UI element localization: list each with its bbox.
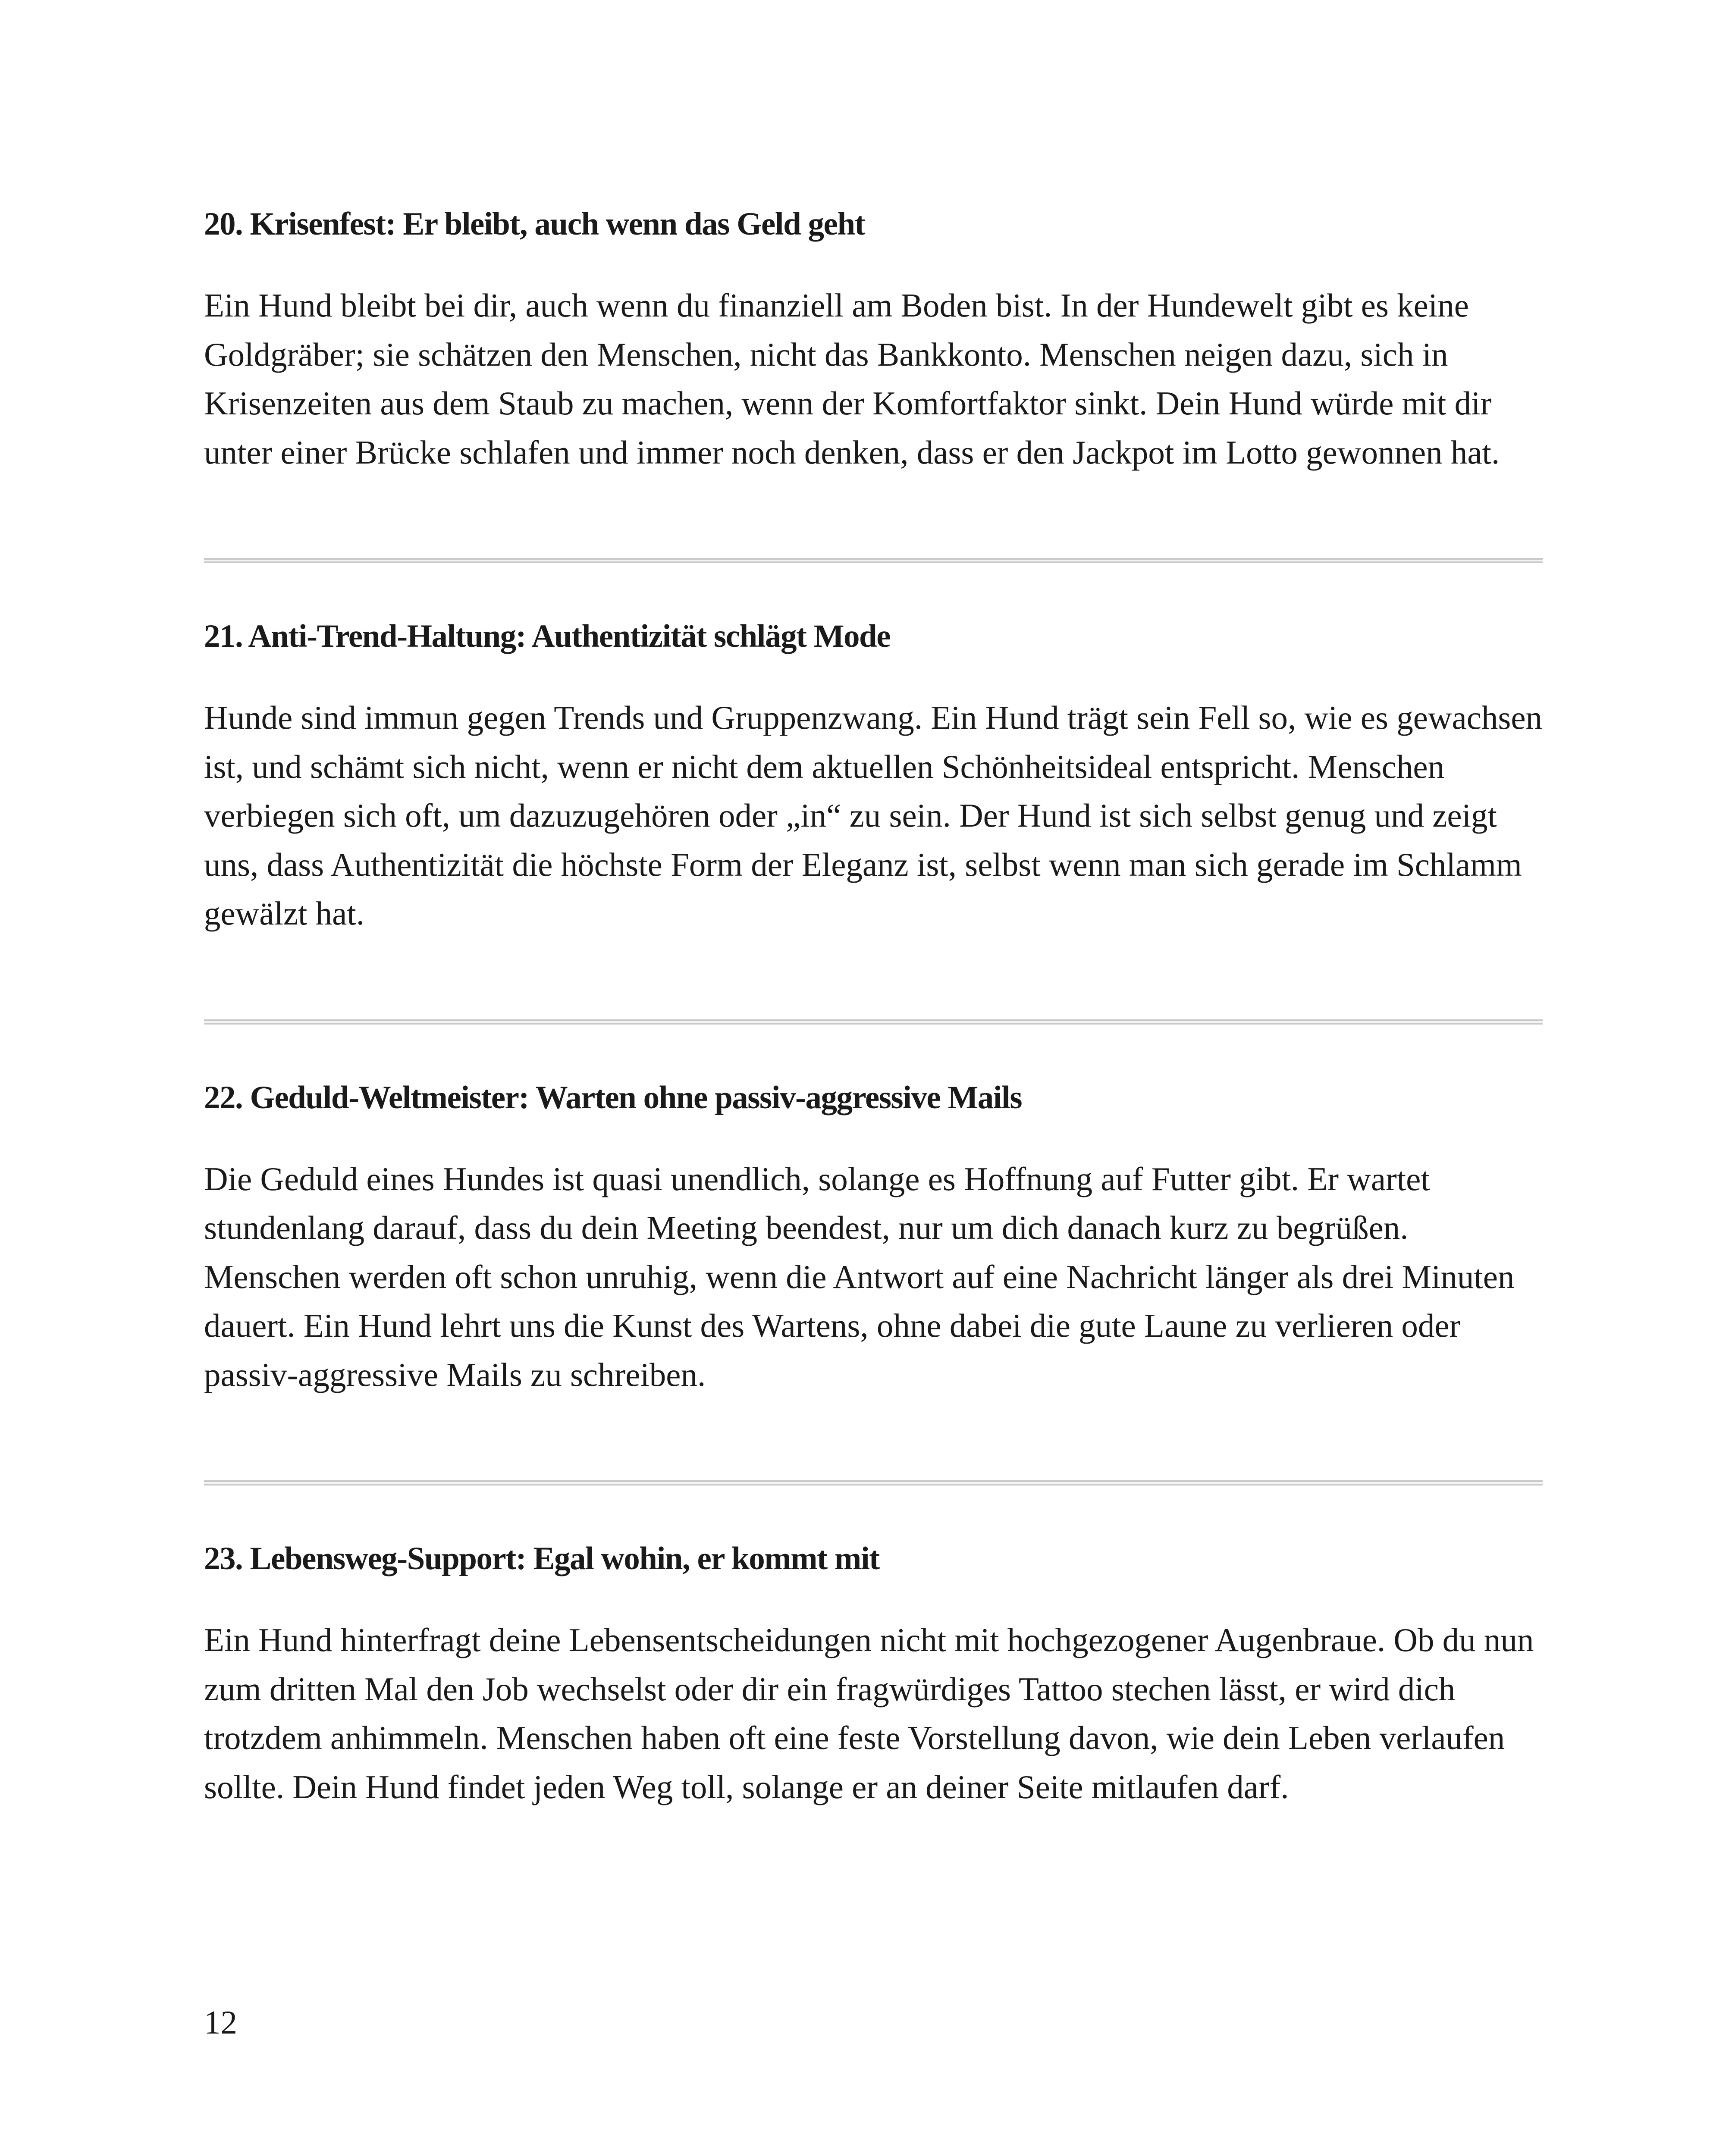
- section-heading: 21. Anti-Trend-Haltung: Authentizität schlägt Mode: [204, 618, 891, 654]
- section-23: [204, 1537, 1543, 1811]
- section-heading: 22. Geduld-Weltmeister: Warten ohne passiv-aggressive Mails: [204, 1079, 1022, 1116]
- section-divider: [204, 1480, 1543, 1485]
- page-content: [204, 203, 1543, 1811]
- section-20: [204, 203, 1543, 477]
- section-22: [204, 1076, 1543, 1400]
- section-body: Die Geduld eines Hundes ist quasi unendlich, solange es Hoffnung auf Futter gibt. Er wartet stundenlang darauf, dass du dein Meeting beendest, nur um dich danach kurz zu begrüßen. Menschen werden oft schon unruhig, wenn die Antwort auf eine Nachricht länger als drei Minuten dauert. Ein Hund lehrt uns die Kunst des Wartens, ohne dabei die gute Laune zu verlieren oder passiv-aggressive Mails zu schreiben.: [204, 1160, 1515, 1393]
- section-body: Ein Hund bleibt bei dir, auch wenn du finanziell am Boden bist. In der Hundewelt gibt es keine Goldgräber; sie schätzen den Menschen, nicht das Bankkonto. Menschen neigen dazu, sich in Krisenzeiten aus dem Staub zu machen, wenn der Komfortfaktor sinkt. Dein Hund würde mit dir unter einer Brücke schlafen und immer noch denken, dass er den Jackpot im Lotto gewonnen hat.: [204, 287, 1500, 471]
- section-heading: 23. Lebensweg-Support: Egal wohin, er kommt mit: [204, 1541, 879, 1576]
- page-number: 12: [204, 2004, 237, 2041]
- section-heading: 20. Krisenfest: Er bleibt, auch wenn das Geld geht: [204, 206, 865, 242]
- section-body: Hunde sind immun gegen Trends und Gruppenzwang. Ein Hund trägt sein Fell so, wie es gewachsen ist, und schämt sich nicht, wenn er nicht dem aktuellen Schönheitsideal entspricht. Menschen verbiegen sich oft, um dazuzugehören oder „in“ zu sein. Der Hund ist sich selbst genug und zeigt uns, dass Authentizität die höchste Form der Eleganz ist, selbst wenn man sich gerade im Schlamm gewälzt hat.: [204, 699, 1543, 932]
- section-divider: [204, 558, 1543, 563]
- section-21: [204, 615, 1543, 938]
- section-divider: [204, 1019, 1543, 1025]
- section-body: Ein Hund hinterfragt deine Lebensentscheidungen nicht mit hochgezogener Augenbraue. Ob du nun zum dritten Mal den Job wechselst oder dir ein fragwürdiges Tattoo stechen lässt, er wird dich trotzdem anhimmeln. Menschen haben oft eine feste Vorstellung davon, wie dein Leben verlaufen sollte. Dein Hund findet jeden Weg toll, solange er an deiner Seite mitlaufen darf.: [204, 1621, 1534, 1805]
